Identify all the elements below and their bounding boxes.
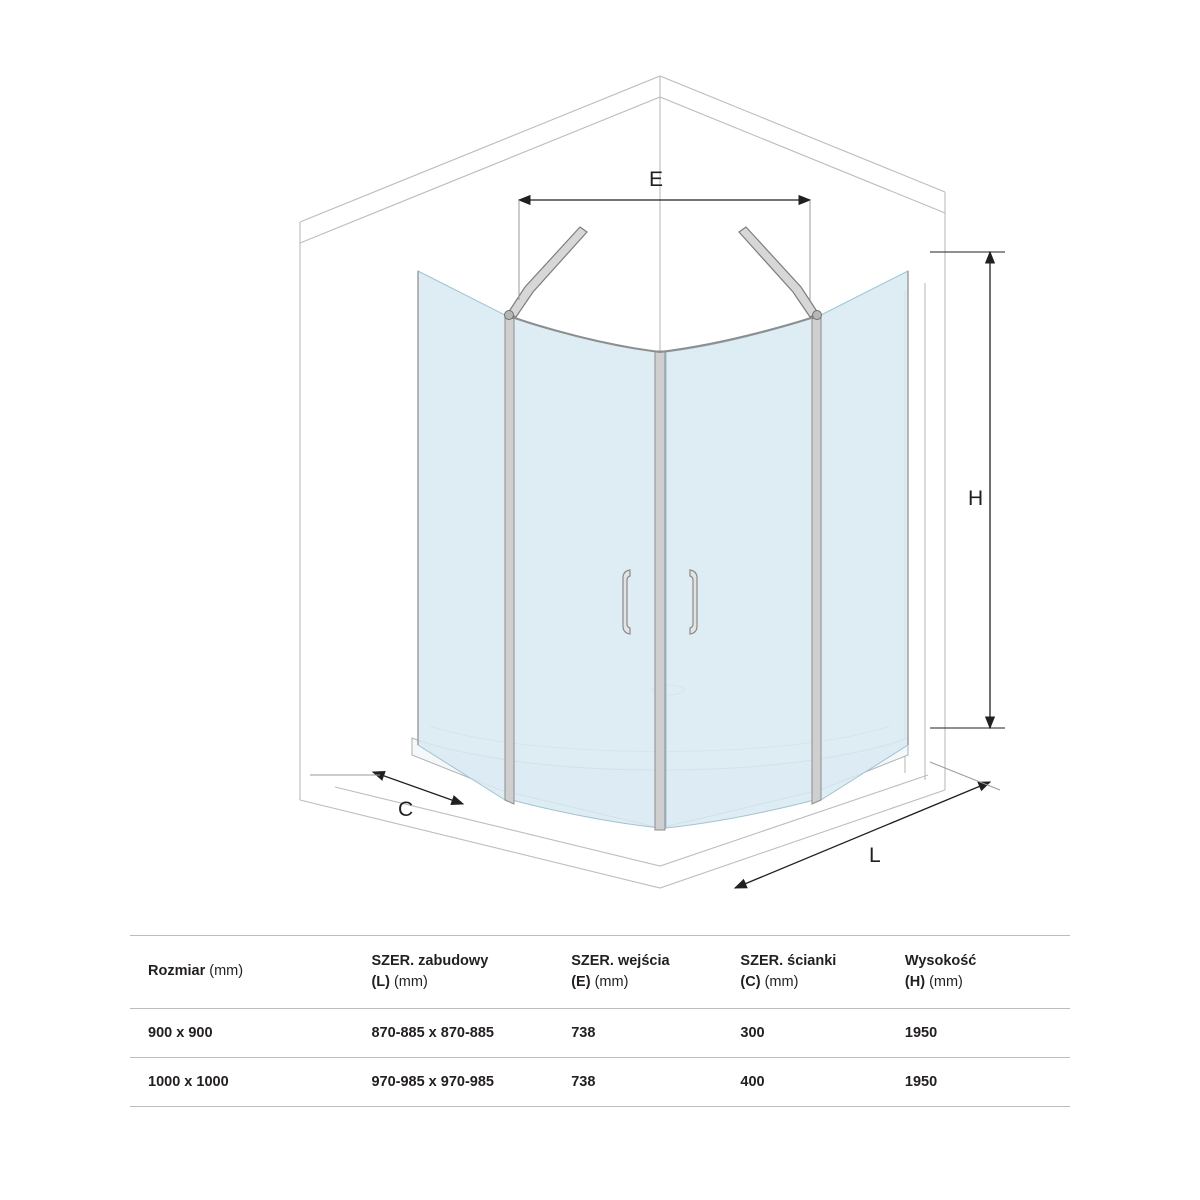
header-e-line1: SZER. wejścia [571,952,670,969]
dimension-label-C: C [398,798,414,821]
header-c-unit: (mm) [760,974,799,990]
header-e-unit: (mm) [590,974,629,990]
cell-size: 900 x 900 [130,1009,371,1058]
header-l-unit: (mm) [389,974,428,990]
cell-panel-width: 400 [740,1058,904,1107]
header-l-line2: (L) [371,974,390,990]
cell-installation-width: 870-885 x 870-885 [371,1009,571,1058]
header-e-line2: (E) [571,974,591,990]
header-c-line1: SZER. ścianki [740,952,837,969]
header-entry-width [571,936,740,1009]
specification-table [130,935,1070,1107]
cell-installation-width: 970-985 x 970-985 [371,1058,571,1107]
stabiliser-bars [505,227,822,320]
header-panel-width [740,936,904,1009]
table-row [130,1009,1070,1058]
cell-entry-width: 738 [571,1058,740,1107]
header-installation-width [371,936,571,1009]
cell-entry-width: 738 [571,1009,740,1058]
table-header-row [130,936,1070,1009]
header-size-main: Rozmiar [148,963,206,980]
header-c-line2: (C) [740,974,761,990]
header-h-line1: Wysokość [904,952,977,969]
cell-size: 1000 x 1000 [130,1058,371,1107]
header-h-line2: (H) [904,974,926,990]
dimension-label-L: L [869,844,881,867]
header-height [905,936,1070,1009]
dimension-label-H: H [968,487,984,510]
header-h-unit: (mm) [925,974,963,990]
header-size-unit: (mm) [205,963,244,980]
cell-height: 1950 [905,1058,1070,1107]
header-size [130,936,371,1009]
dimension-side-panel-width [310,772,463,821]
dimension-height [930,252,1005,728]
header-l-line1: SZER. zabudowy [371,952,489,969]
dimension-entry-width [519,168,810,300]
dimension-label-E: E [649,168,664,191]
table-row [130,1058,1070,1107]
cell-height: 1950 [905,1009,1070,1058]
cell-panel-width: 300 [740,1009,904,1058]
